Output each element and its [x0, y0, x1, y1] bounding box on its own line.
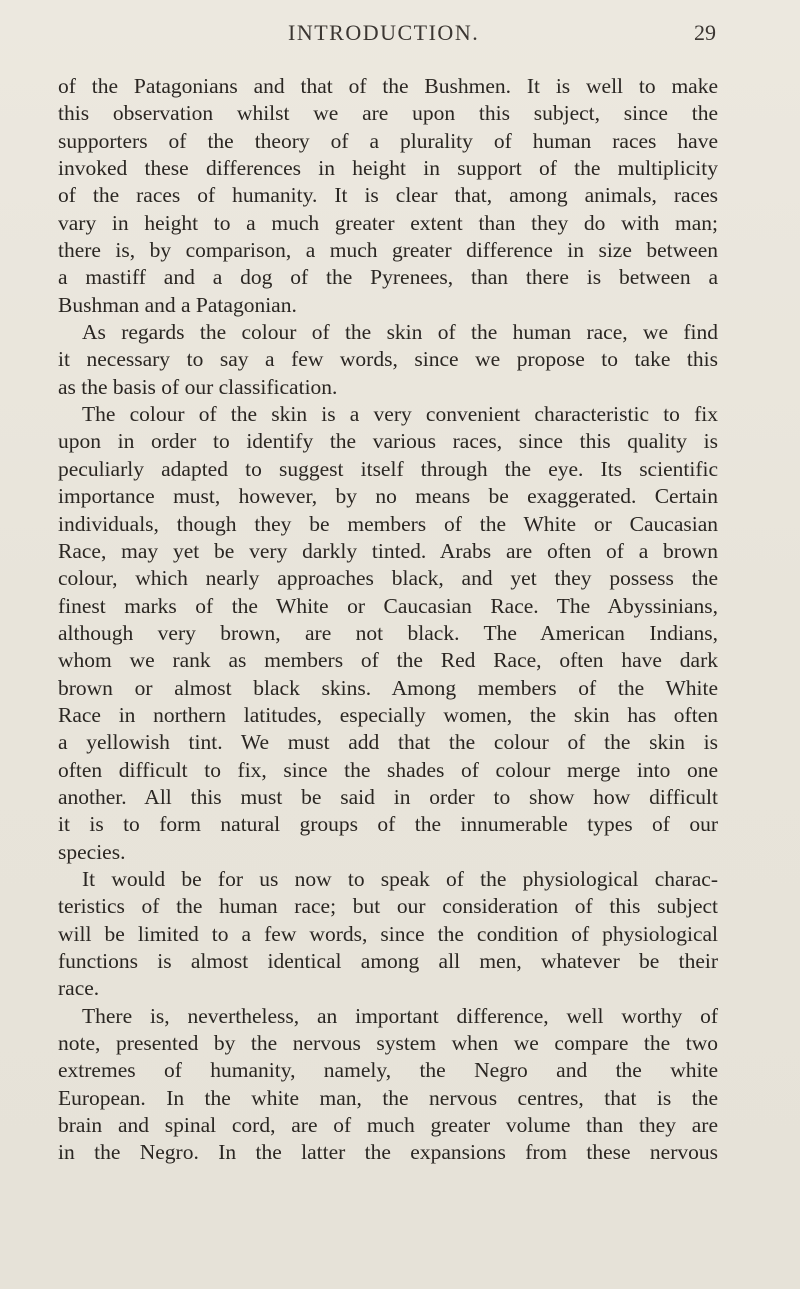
text-line: there is, by comparison, a much greater difference in size between [58, 238, 718, 263]
text-line: Bushman and a Patagonian. [58, 292, 297, 317]
text-line: Race, may yet be very darkly tinted. Arabs are often of a brown [58, 538, 718, 563]
text-line: as the basis of our classification. [58, 374, 338, 399]
text-line: this observation whilst we are upon this subject, since the [58, 101, 718, 126]
text-line: finest marks of the White or Caucasian Race. The Abyssinians, [58, 593, 718, 618]
text-line: a mastiff and a dog of the Pyrenees, than there is between a [58, 265, 718, 290]
text-line: whom we rank as members of the Red Race, often have dark [58, 648, 718, 673]
text-line: colour, which nearly approaches black, and yet they possess the [58, 566, 718, 591]
text-line: The colour of the skin is a very convenient characteristic to fix [82, 402, 718, 427]
text-line: individuals, though they be members of the White or Caucasian [58, 511, 718, 536]
text-line: often difficult to fix, since the shades of colour merge into one [58, 757, 718, 782]
text-line: will be limited to a few words, since the condition of physiological [58, 921, 718, 946]
text-line: teristics of the human race; but our consideration of this subject [58, 894, 718, 919]
text-line: upon in order to identify the various races, since this quality is [58, 429, 718, 454]
text-line: supporters of the theory of a plurality of human races have [58, 128, 718, 153]
text-line: invoked these differences in height in support of the multiplicity [58, 156, 718, 181]
text-line: of the races of humanity. It is clear that, among animals, races [58, 183, 718, 208]
text-line: functions is almost identical among all men, whatever be their [58, 949, 718, 973]
text-line: in the Negro. In the latter the expansions from these nervous [58, 1140, 718, 1165]
text-line: importance must, however, by no means be exaggerated. Certain [58, 484, 718, 509]
text-line: vary in height to a much greater extent than they do with man; [58, 210, 718, 235]
text-line: note, presented by the nervous system when we compare the two [58, 1031, 718, 1056]
text-line: Race in northern latitudes, especially women, the skin has often [58, 702, 718, 727]
body-text [58, 73, 718, 1167]
running-head [0, 20, 800, 50]
text-line: As regards the colour of the skin of the human race, we find [82, 320, 718, 345]
text-line: of the Patagonians and that of the Bushmen. It is well to make [58, 74, 718, 98]
text-line: another. All this must be said in order to show how difficult [58, 784, 718, 809]
page-number: 29 [694, 20, 716, 45]
text-line: It would be for us now to speak of the physiological charac- [82, 866, 718, 891]
text-line: There is, nevertheless, an important difference, well worthy of [82, 1003, 718, 1028]
text-line: although very brown, are not black. The American Indians, [58, 620, 718, 645]
text-line: extremes of humanity, namely, the Negro and the white [58, 1058, 718, 1083]
text-line: brain and spinal cord, are of much greater volume than they are [58, 1113, 718, 1138]
running-title: INTRODUCTION. [288, 20, 480, 45]
text-line: European. In the white man, the nervous centres, that is the [58, 1085, 718, 1110]
text-line: it is to form natural groups of the innumerable types of our [58, 812, 718, 837]
text-line: it necessary to say a few words, since we propose to take this [58, 347, 718, 372]
text-line: brown or almost black skins. Among members of the White [58, 675, 718, 700]
text-line: a yellowish tint. We must add that the colour of the skin is [58, 730, 718, 755]
text-line: species. [58, 839, 126, 864]
text-line: peculiarly adapted to suggest itself through the eye. Its scientific [58, 456, 718, 481]
text-line: race. [58, 976, 100, 1001]
